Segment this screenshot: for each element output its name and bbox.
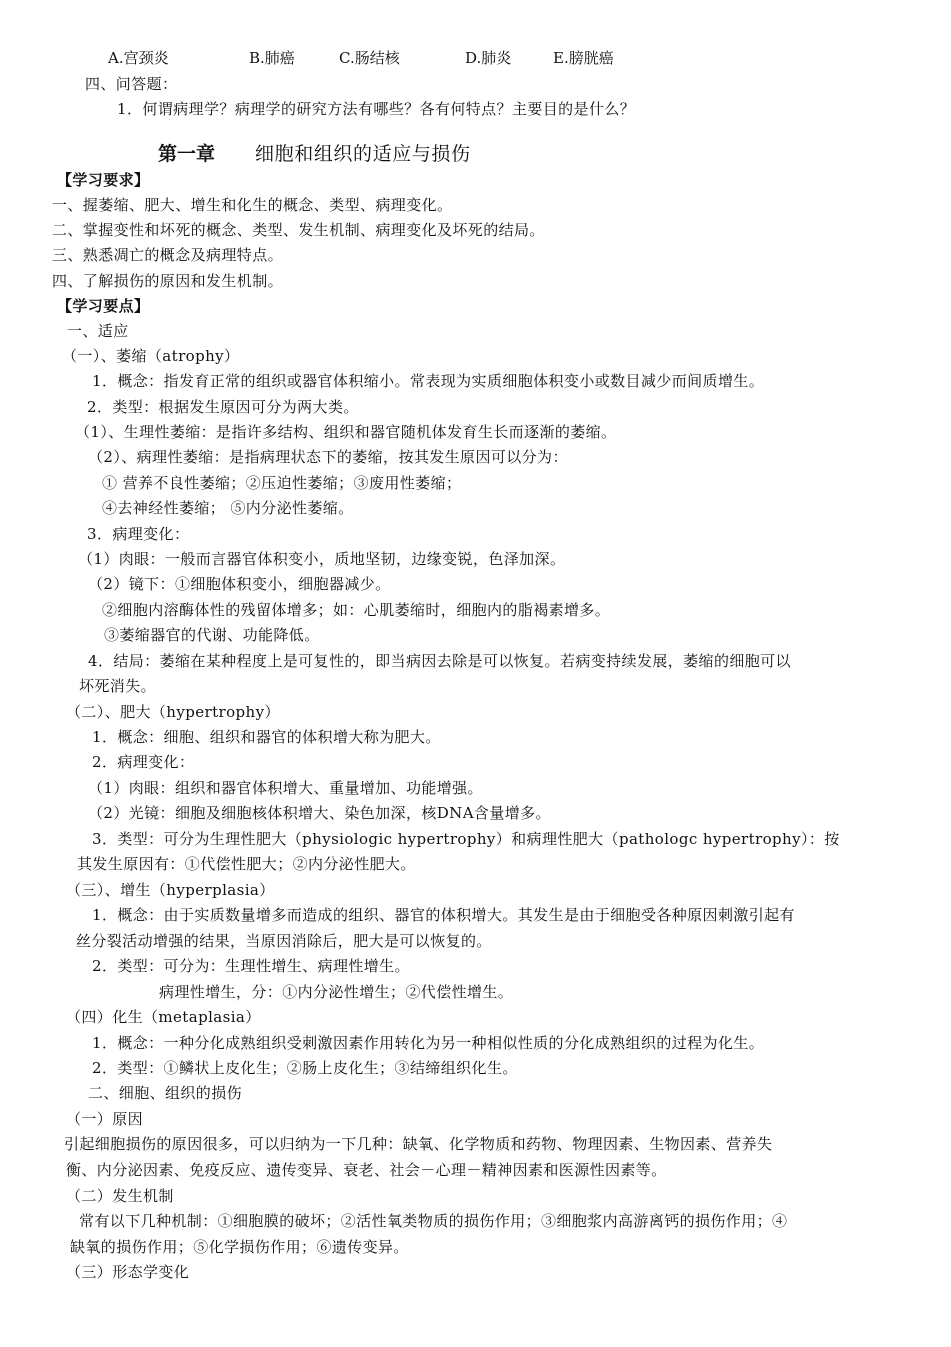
body-line: 3．类型：可分为生理性肥大（physiologic hypertrophy）和病理性肥大（pathologc hypertrophy）：按: [92, 830, 840, 848]
body-line: 2．病理变化：: [92, 753, 195, 771]
subsection-heading: （三）、增生（hyperplasia）: [66, 881, 275, 899]
requirement-item: 三、熟悉凋亡的概念及病理特点。: [52, 246, 284, 264]
body-line: ① 营养不良性萎缩；②压迫性萎缩；③废用性萎缩；: [102, 474, 462, 492]
body-line: （2）光镜：细胞及细胞核体积增大、染色加深，核DNA含量增多。: [88, 804, 551, 822]
body-line: （1）肉眼：组织和器官体积增大、重量增加、功能增强。: [88, 779, 483, 797]
body-line: 1．概念：指发育正常的组织或器官体积缩小。常表现为实质细胞体积变小或数目减少而间质增生。: [92, 372, 765, 390]
body-line: 衡、内分泌因素、免疫反应、遗传变异、衰老、社会－心理－精神因素和医源性因素等。: [66, 1161, 667, 1179]
body-line: （2）、病理性萎缩：是指病理状态下的萎缩，按其发生原因可以分为：: [88, 448, 568, 466]
subsection-heading: （二）发生机制: [66, 1187, 174, 1205]
body-line: 1．概念：一种分化成熟组织受刺激因素作用转化为另一种相似性质的分化成熟组织的过程为化生。: [92, 1034, 765, 1052]
option-b: B.肺癌: [249, 49, 295, 67]
subsection-heading: （一）原因: [66, 1110, 144, 1128]
chapter-number: 第一章: [158, 143, 216, 165]
body-line: 2．类型：①鳞状上皮化生；②肠上皮化生；③结缔组织化生。: [92, 1059, 518, 1077]
body-line: 2．类型：可分为：生理性增生、病理性增生。: [92, 957, 410, 975]
body-line: 其发生原因有：①代偿性肥大；②内分泌性肥大。: [77, 855, 416, 873]
chapter-heading: [158, 141, 471, 167]
requirement-item: 二、掌握变性和坏死的概念、类型、发生机制、病理变化及坏死的结局。: [52, 221, 545, 239]
body-line: ④去神经性萎缩； ⑤内分泌性萎缩。: [102, 499, 354, 517]
option-c: C.肠结核: [339, 49, 400, 67]
option-a: A.宫颈炎: [108, 49, 169, 67]
requirements-heading: 【学习要求】: [57, 171, 150, 189]
keypoints-heading: 【学习要点】: [57, 297, 150, 315]
question-1: 1．何谓病理学？病理学的研究方法有哪些？各有何特点？主要目的是什么？: [117, 100, 636, 118]
body-line: 4．结局：萎缩在某种程度上是可复性的，即当病因去除是可以恢复。若病变持续发展，萎缩的细胞可以: [88, 652, 791, 670]
requirement-item: 四、了解损伤的原因和发生机制。: [52, 272, 284, 290]
subsection-heading: （三）形态学变化: [66, 1263, 190, 1281]
body-line: 缺氧的损伤作用；⑤化学损伤作用；⑥遗传变异。: [70, 1238, 409, 1256]
body-line: 3．病理变化：: [87, 525, 190, 543]
body-line: 坏死消失。: [79, 677, 157, 695]
subsection-heading: （四）化生（metaplasia）: [66, 1008, 261, 1026]
option-e: E.膀胱癌: [553, 49, 614, 67]
body-line: （1）、生理性萎缩：是指许多结构、组织和器官随机体发育生长而逐渐的萎缩。: [75, 423, 617, 441]
section-heading: 二、细胞、组织的损伤: [88, 1084, 243, 1102]
body-line: （1）肉眼：一般而言器官体积变小，质地坚韧，边缘变锐，色泽加深。: [78, 550, 566, 568]
body-line: ②细胞内溶酶体性的残留体增多；如：心肌萎缩时，细胞内的脂褐素增多。: [102, 601, 611, 619]
body-line: 2．类型：根据发生原因可分为两大类。: [87, 398, 359, 416]
body-line: 1．概念：细胞、组织和器官的体积增大称为肥大。: [92, 728, 441, 746]
section-heading: 一、适应: [67, 322, 129, 340]
subsection-heading: （一）、萎缩（atrophy）: [62, 347, 240, 365]
body-line: 引起细胞损伤的原因很多，可以归纳为一下几种：缺氧、化学物质和药物、物理因素、生物因素、营养失: [64, 1135, 773, 1153]
body-line: ③萎缩器官的代谢、功能降低。: [104, 626, 320, 644]
body-line: 常有以下几种机制：①细胞膜的破坏；②活性氧类物质的损伤作用；③细胞浆内高游离钙的损伤作用；④: [79, 1212, 788, 1230]
body-line: 病理性增生，分：①内分泌性增生；②代偿性增生。: [159, 983, 514, 1001]
subsection-heading: （二）、肥大（hypertrophy）: [66, 703, 280, 721]
body-line: 1．概念：由于实质数量增多而造成的组织、器官的体积增大。其发生是由于细胞受各种原因刺激引起有: [92, 906, 795, 924]
option-d: D.肺炎: [465, 49, 512, 67]
requirement-item: 一、握萎缩、肥大、增生和化生的概念、类型、病理变化。: [52, 196, 453, 214]
chapter-title: 细胞和组织的适应与损伤: [255, 143, 471, 165]
section-four-heading: 四、问答题：: [85, 75, 178, 93]
body-line: 丝分裂活动增强的结果，当原因消除后，肥大是可以恢复的。: [76, 932, 492, 950]
body-line: （2）镜下：①细胞体积变小，细胞器减少。: [88, 575, 391, 593]
